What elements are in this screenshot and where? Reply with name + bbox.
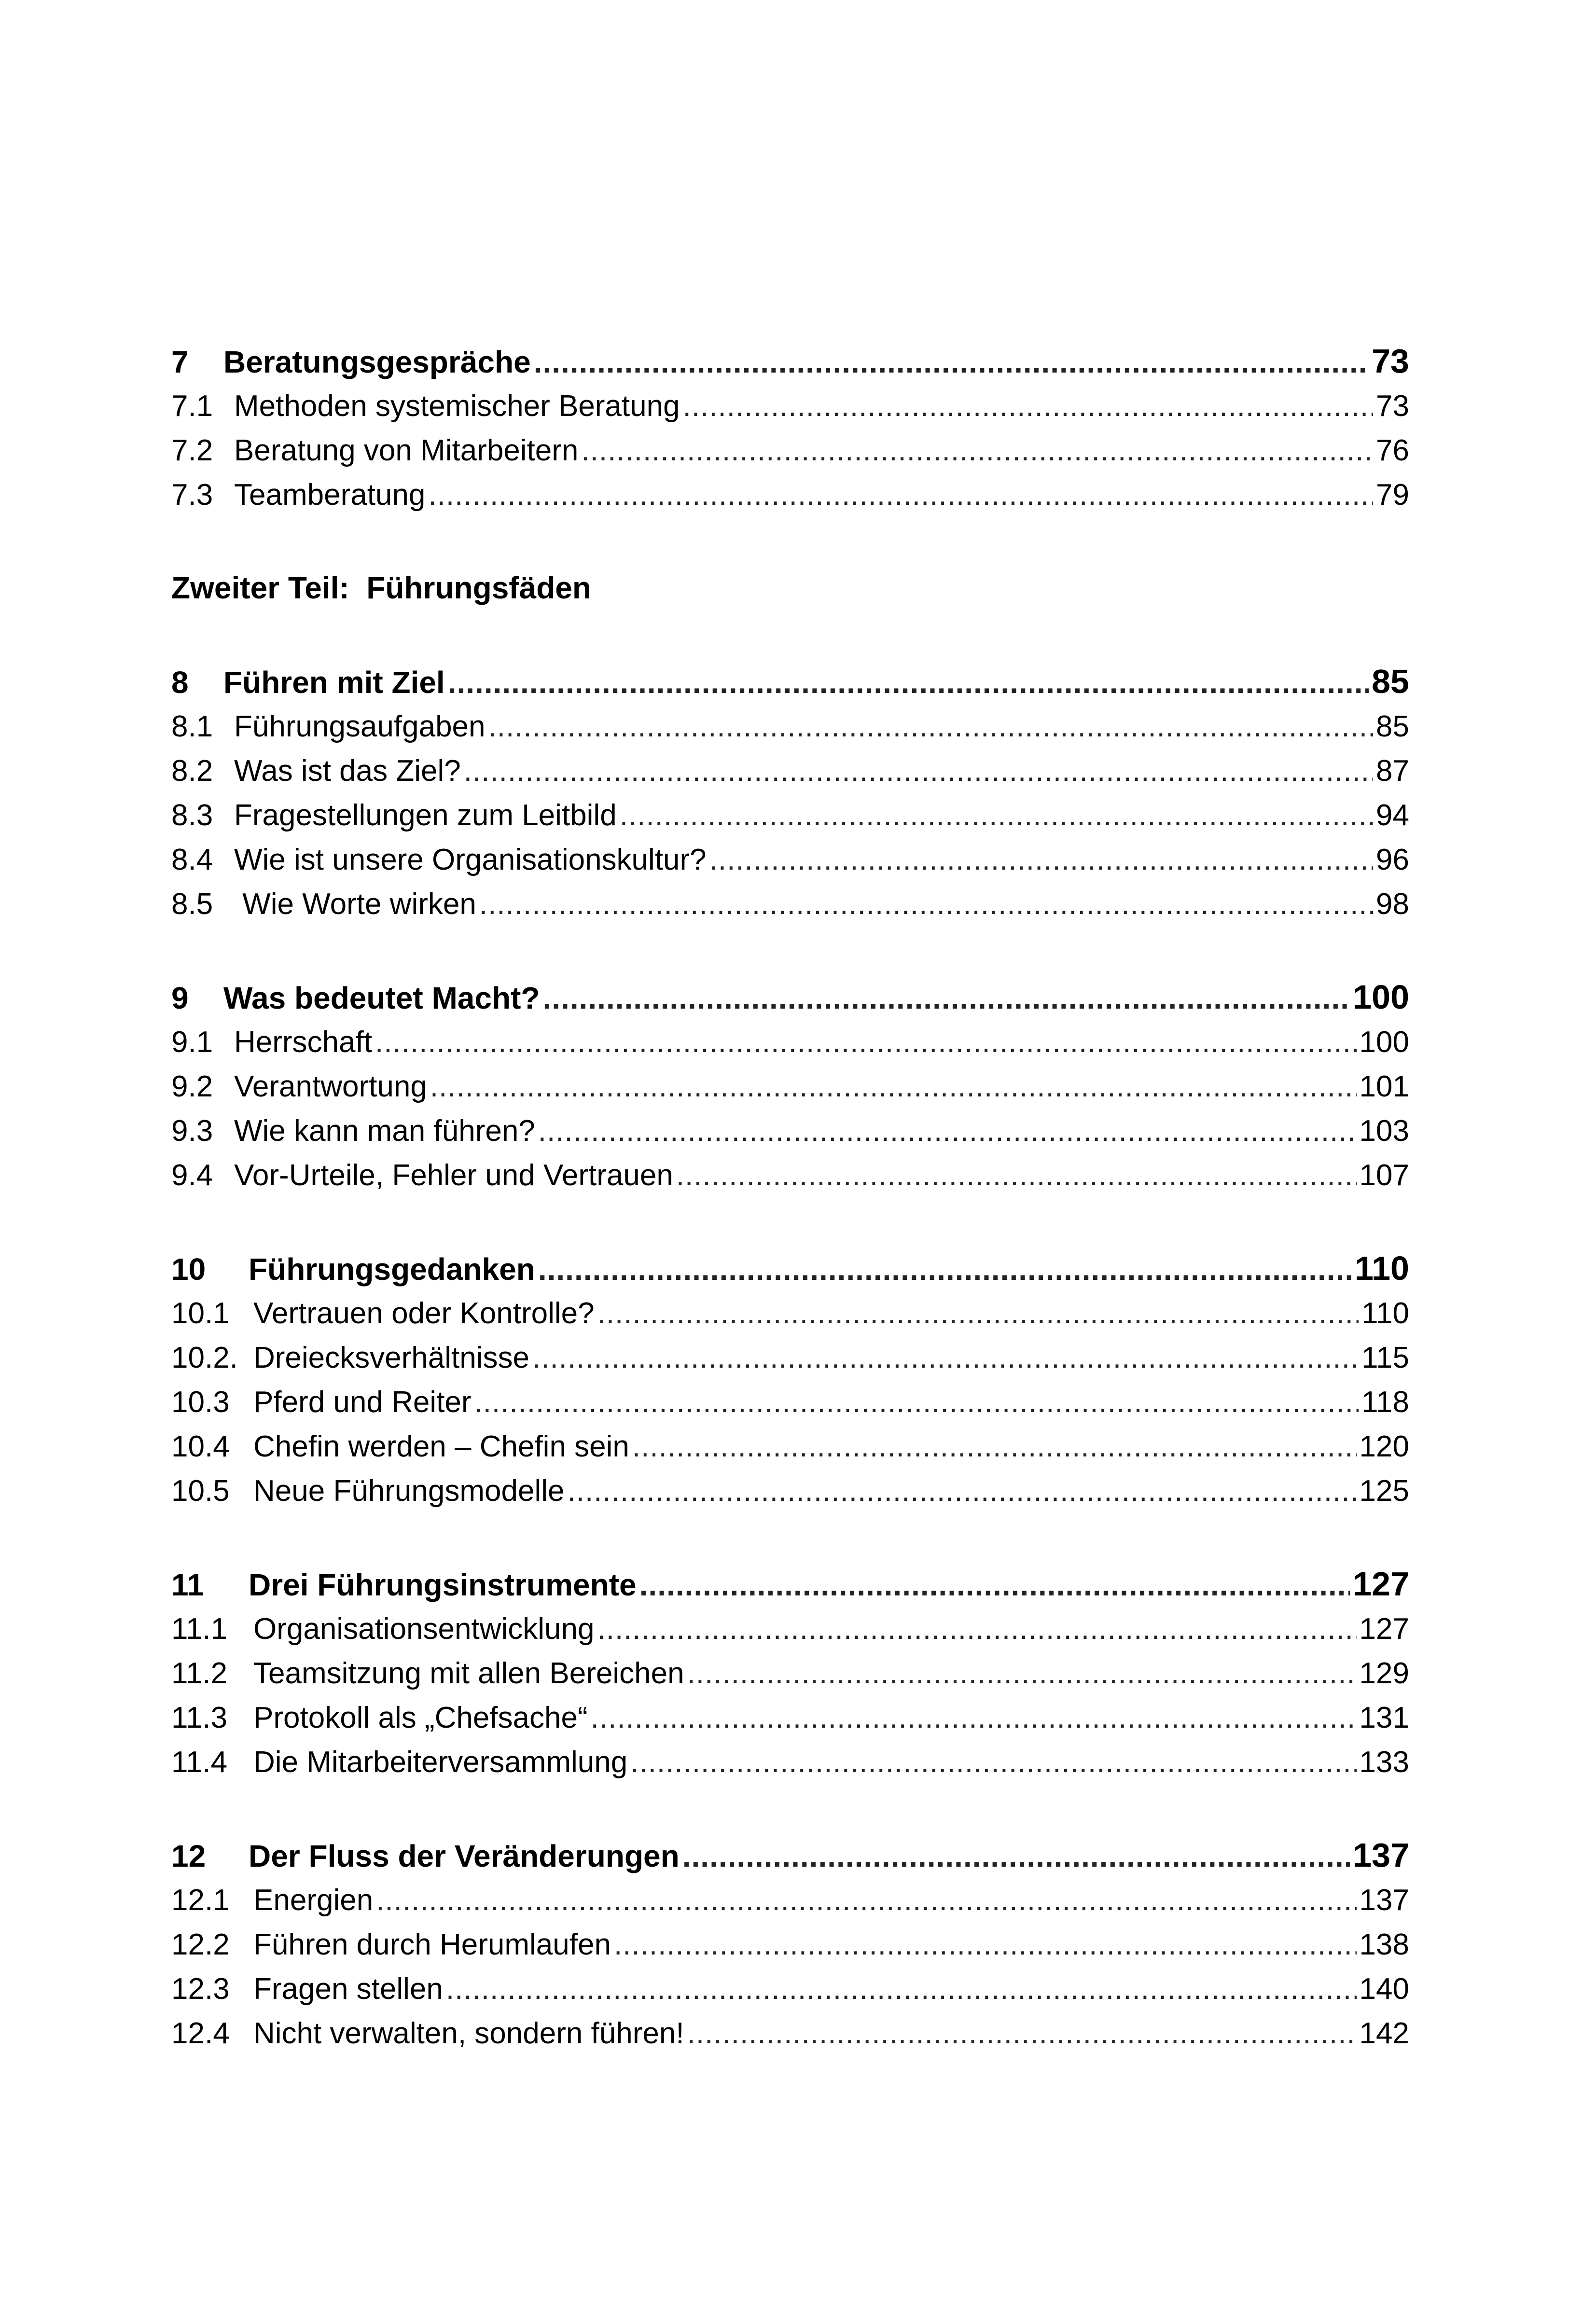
- spacer: [171, 611, 1409, 658]
- dot-leader: [630, 1740, 1356, 1785]
- dot-leader: [534, 339, 1369, 384]
- toc-entry-8-1[interactable]: [171, 705, 1409, 749]
- page-number: 98: [1376, 887, 1409, 921]
- entry-number: 11.1: [171, 1612, 228, 1646]
- entry-title: Wie Worte wirken: [234, 887, 476, 921]
- dot-leader: [581, 429, 1373, 473]
- page-number: 96: [1376, 843, 1409, 876]
- entry-title: Teamberatung: [234, 478, 426, 512]
- page-number: 85: [1372, 663, 1409, 700]
- toc-entry-7-2[interactable]: [171, 429, 1409, 473]
- page-number: 110: [1361, 1297, 1409, 1330]
- dot-leader: [538, 1246, 1352, 1291]
- toc-chapter-10[interactable]: [171, 1245, 1409, 1291]
- entry-number: 9.1: [171, 1026, 213, 1059]
- entry-number: 10.3: [171, 1386, 230, 1419]
- page-number: 120: [1359, 1430, 1409, 1463]
- chapter-number: 7: [171, 345, 189, 379]
- page-number: 101: [1359, 1070, 1409, 1103]
- page-number: 137: [1359, 1884, 1409, 1917]
- toc-entry-9-2[interactable]: [171, 1065, 1409, 1109]
- entry-number: 10.4: [171, 1430, 230, 1463]
- page-number: 133: [1359, 1746, 1409, 1779]
- toc-entry-9-4[interactable]: [171, 1153, 1409, 1198]
- entry-number: 11.4: [171, 1746, 228, 1779]
- dot-leader: [683, 384, 1373, 429]
- toc-entry-12-3[interactable]: [171, 1967, 1409, 2011]
- toc-entry-10-5[interactable]: [171, 1469, 1409, 1513]
- dot-leader: [639, 1562, 1350, 1607]
- chapter-title: Beratungsgespräche: [223, 345, 531, 379]
- page-number: 103: [1359, 1114, 1409, 1148]
- dot-leader: [568, 1469, 1357, 1513]
- toc-entry-8-4[interactable]: [171, 838, 1409, 882]
- entry-number: 9.4: [171, 1159, 213, 1192]
- page-number: 125: [1359, 1474, 1409, 1508]
- toc-entry-9-3[interactable]: [171, 1109, 1409, 1153]
- entry-title: Methoden systemischer Beratung: [234, 389, 680, 423]
- page-number: 87: [1376, 754, 1409, 788]
- toc-chapter-11[interactable]: [171, 1561, 1409, 1607]
- entry-number: 12.2: [171, 1928, 230, 1961]
- toc-chapter-9[interactable]: [171, 974, 1409, 1020]
- toc-entry-8-3[interactable]: [171, 793, 1409, 838]
- entry-number: 9.2: [171, 1070, 213, 1103]
- dot-leader: [687, 1651, 1357, 1696]
- entry-number: 8.2: [171, 754, 213, 788]
- entry-title: Was ist das Ziel?: [234, 754, 461, 788]
- spacer: [171, 1198, 1409, 1245]
- page-number: 131: [1359, 1701, 1409, 1734]
- entry-title: Führungsaufgaben: [234, 710, 486, 743]
- entry-title: Verantwortung: [234, 1070, 427, 1103]
- entry-title: Protokoll als „Chefsache“: [253, 1701, 588, 1734]
- entry-title: Fragestellungen zum Leitbild: [234, 799, 617, 832]
- page-number: 142: [1359, 2017, 1409, 2050]
- page-number: 118: [1361, 1386, 1409, 1419]
- dot-leader: [597, 1607, 1357, 1651]
- dot-leader: [375, 1020, 1357, 1065]
- toc-entry-11-4[interactable]: [171, 1740, 1409, 1785]
- page-number: 140: [1359, 1972, 1409, 2006]
- entry-title: Pferd und Reiter: [253, 1386, 472, 1419]
- page-number: 79: [1376, 478, 1409, 512]
- dot-leader: [430, 1065, 1357, 1109]
- dot-leader: [376, 1878, 1356, 1923]
- dot-leader: [632, 1425, 1357, 1469]
- dot-leader: [709, 838, 1373, 882]
- page-number: 107: [1359, 1159, 1409, 1192]
- toc-entry-12-4[interactable]: [171, 2011, 1409, 2056]
- entry-title: Fragen stellen: [253, 1972, 443, 2006]
- page-number: 94: [1376, 799, 1409, 832]
- spacer: [171, 517, 1409, 565]
- chapter-title: Was bedeutet Macht?: [223, 981, 540, 1015]
- entry-number: 8.5: [171, 887, 213, 921]
- chapter-number: 8: [171, 665, 189, 700]
- entry-title: Dreiecksverhältnisse: [253, 1341, 529, 1374]
- dot-leader: [474, 1380, 1359, 1425]
- entry-title: Herrschaft: [234, 1026, 372, 1059]
- toc-entry-8-2[interactable]: [171, 749, 1409, 793]
- toc-entry-10-3[interactable]: [171, 1380, 1409, 1425]
- page-number: 127: [1353, 1565, 1409, 1603]
- entry-number: 10.1: [171, 1297, 230, 1330]
- toc-chapter-7[interactable]: [171, 338, 1409, 384]
- chapter-title: Führen mit Ziel: [223, 665, 445, 700]
- dot-leader: [446, 1967, 1357, 2011]
- entry-number: 8.4: [171, 843, 213, 876]
- entry-number: 8.3: [171, 799, 213, 832]
- entry-number: 9.3: [171, 1114, 213, 1148]
- entry-number: 10.5: [171, 1474, 230, 1508]
- entry-title: Wie kann man führen?: [234, 1114, 535, 1148]
- page-number: 138: [1359, 1928, 1409, 1961]
- page-number: 73: [1372, 342, 1409, 380]
- entry-title: Energien: [253, 1884, 374, 1917]
- toc-entry-7-3[interactable]: [171, 473, 1409, 517]
- toc-chapter-8[interactable]: [171, 658, 1409, 705]
- dot-leader: [532, 1336, 1359, 1380]
- page-number: 129: [1359, 1657, 1409, 1690]
- entry-title: Vor-Urteile, Fehler und Vertrauen: [234, 1159, 673, 1192]
- dot-leader: [428, 473, 1373, 517]
- spacer: [171, 1513, 1409, 1561]
- entry-title: Teamsitzung mit allen Bereichen: [253, 1657, 684, 1690]
- toc-entry-10-4[interactable]: [171, 1425, 1409, 1469]
- dot-leader: [464, 749, 1373, 793]
- entry-number: 7.1: [171, 389, 213, 423]
- entry-number: 12.3: [171, 1972, 230, 2006]
- toc-entry-9-1[interactable]: [171, 1020, 1409, 1065]
- toc-chapter-12[interactable]: [171, 1832, 1409, 1878]
- chapter-title: Führungsgedanken: [249, 1252, 535, 1287]
- page-number: 85: [1376, 710, 1409, 743]
- part-heading: Zweiter Teil: Führungsfäden: [171, 570, 591, 605]
- dot-leader: [620, 793, 1373, 838]
- toc-entry-8-5[interactable]: [171, 882, 1409, 927]
- dot-leader: [682, 1833, 1350, 1878]
- toc-entry-10-1[interactable]: [171, 1291, 1409, 1336]
- toc-entry-11-3[interactable]: [171, 1696, 1409, 1740]
- entry-number: 11.3: [171, 1701, 228, 1734]
- entry-title: Wie ist unsere Organisationskultur?: [234, 843, 707, 876]
- chapter-title: Der Fluss der Veränderungen: [249, 1839, 680, 1873]
- dot-leader: [479, 882, 1373, 927]
- entry-number: 10.2.: [171, 1341, 238, 1374]
- chapter-number: 10: [171, 1252, 206, 1287]
- page-number: 100: [1359, 1026, 1409, 1059]
- spacer: [171, 1785, 1409, 1832]
- chapter-number: 9: [171, 981, 189, 1015]
- entry-title: Führen durch Herumlaufen: [253, 1928, 611, 1961]
- entry-number: 7.2: [171, 434, 213, 467]
- spacer: [171, 927, 1409, 974]
- entry-number: 11.2: [171, 1657, 228, 1690]
- page-number: 73: [1376, 389, 1409, 423]
- toc-entry-12-1[interactable]: [171, 1878, 1409, 1923]
- entry-number: 12.1: [171, 1884, 230, 1917]
- table-of-contents: [171, 338, 1409, 2056]
- entry-title: Neue Führungsmodelle: [253, 1474, 565, 1508]
- page-number: 100: [1353, 978, 1409, 1016]
- dot-leader: [538, 1109, 1357, 1153]
- toc-entry-11-2[interactable]: [171, 1651, 1409, 1696]
- dot-leader: [597, 1291, 1359, 1336]
- toc-entry-12-2[interactable]: [171, 1923, 1409, 1967]
- chapter-title: Drei Führungsinstrumente: [249, 1567, 637, 1602]
- chapter-number: 11: [171, 1567, 204, 1602]
- page-number: 110: [1355, 1249, 1409, 1287]
- page-number: 76: [1376, 434, 1409, 467]
- entry-title: Beratung von Mitarbeitern: [234, 434, 579, 467]
- dot-leader: [591, 1696, 1357, 1740]
- entry-title: Chefin werden – Chefin sein: [253, 1430, 629, 1463]
- entry-number: 8.1: [171, 710, 213, 743]
- entry-number: 12.4: [171, 2017, 230, 2050]
- dot-leader: [614, 1923, 1357, 1967]
- entry-title: Die Mitarbeiterversammlung: [253, 1746, 628, 1779]
- toc-entry-7-1[interactable]: [171, 384, 1409, 429]
- dot-leader: [488, 705, 1374, 749]
- page-number: 137: [1353, 1836, 1409, 1874]
- entry-number: 7.3: [171, 478, 213, 512]
- page-number: 127: [1359, 1612, 1409, 1646]
- toc-entry-11-1[interactable]: [171, 1607, 1409, 1651]
- dot-leader: [448, 659, 1369, 705]
- entry-title: Organisationsentwicklung: [253, 1612, 595, 1646]
- page-number: 115: [1361, 1341, 1409, 1374]
- dot-leader: [687, 2011, 1357, 2056]
- dot-leader: [676, 1153, 1357, 1198]
- dot-leader: [542, 975, 1350, 1020]
- entry-title: Nicht verwalten, sondern führen!: [253, 2017, 684, 2050]
- toc-entry-10-2[interactable]: [171, 1336, 1409, 1380]
- entry-title: Vertrauen oder Kontrolle?: [253, 1297, 595, 1330]
- chapter-number: 12: [171, 1839, 206, 1873]
